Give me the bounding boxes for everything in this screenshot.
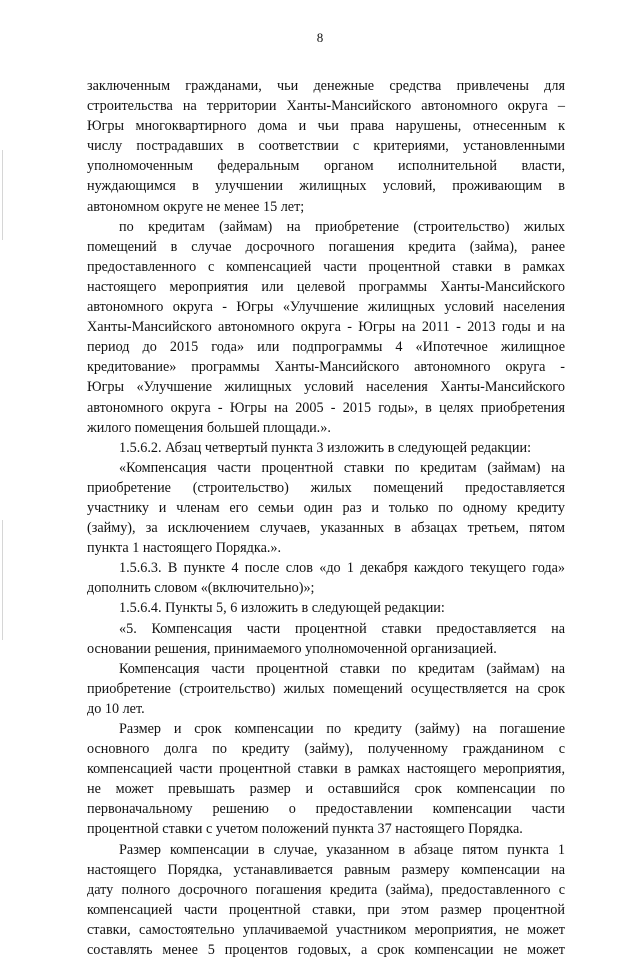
text-line: дополнить словом «(включительно)»; [87, 580, 315, 597]
text-line: дату полного досрочного погашения кредита (займа), предоставленного с [87, 881, 565, 898]
text-line: приобретение (строительство) жилых помещений предоставляется [87, 479, 565, 496]
text-line: автономном округе не менее 15 лет; [87, 198, 305, 215]
text-line: первоначальному решению о предоставлении компенсации части [87, 801, 565, 818]
text-line: ставки, самостоятельно уплачиваемой участником мероприятия, не может [87, 921, 565, 938]
scan-edge-mark [2, 150, 3, 240]
text-line: приобретение (строительство) жилых помещений осуществляется на срок [87, 680, 565, 697]
text-line: настоящего мероприятия или целевой программы Ханты-Мансийского [87, 278, 565, 295]
page-number: 8 [316, 30, 324, 45]
text-line: настоящего Порядка, устанавливается равным размеру компенсации на [87, 861, 565, 878]
text-line: уполномоченным федеральным органом исполнительной власти, [87, 158, 565, 175]
text-line: помещений в случае досрочного погашения кредита (займа), ранее [87, 238, 565, 255]
text-line: не может превышать размер и оставшийся срок компенсации по [87, 781, 565, 798]
document-body [87, 76, 565, 960]
text-line: «Компенсация части процентной ставки по кредитам (займам) на [119, 459, 565, 476]
text-line: заключенным гражданами, чьи денежные средства привлечены для [87, 78, 565, 94]
text-line: строительства на территории Ханты-Мансийского автономного округа – [87, 98, 565, 115]
text-line: 1.5.6.4. Пункты 5, 6 изложить в следующей редакции: [119, 600, 445, 617]
text-line: автономного округа - Югры «Улучшение жилищных условий населения [87, 299, 565, 316]
text-line: процентной ставки с учетом положений пункта 37 настоящего Порядка. [87, 821, 523, 838]
text-line: Компенсация части процентной ставки по кредитам (займам) на [119, 660, 565, 677]
text-line: числу пострадавших в соответствии с критериями, установленными [87, 138, 565, 155]
text-line: (займу), за исключением случаев, указанных в абзацах третьем, пятом [87, 520, 565, 537]
text-line: автономного округа - Югры на 2005 - 2015 годы», в целях приобретения [87, 399, 565, 416]
scan-edge-mark [2, 520, 3, 640]
text-line: 1.5.6.2. Абзац четвертый пункта 3 изложить в следующей редакции: [119, 439, 532, 456]
text-line: участнику и членам его семьи один раз и только по одному кредиту [87, 499, 565, 516]
text-line: период до 2015 года» или подпрограммы 4 «Ипотечное жилищное [87, 339, 565, 356]
text-line: компенсацией части процентной ставки в рамках настоящего мероприятия, [87, 761, 565, 778]
text-line: «5. Компенсация части процентной ставки предоставляется на [119, 620, 565, 637]
text-line: Размер компенсации в случае, указанном в абзаце пятом пункта 1 [119, 841, 565, 858]
text-line: компенсацией части процентной ставки, при этом размер процентной [87, 901, 565, 918]
text-line: кредитование» программы Ханты-Мансийского автономного округа - [87, 359, 565, 376]
text-line: составлять менее 5 процентов годовых, а срок компенсации не может [87, 942, 565, 959]
text-line: Югры «Улучшение жилищных условий населения Ханты-Мансийского [87, 379, 565, 396]
text-line: предоставленного с компенсацией части процентной ставки в рамках [87, 258, 565, 275]
text-line: нуждающимся в улучшении жилищных условий, проживающим в [87, 178, 565, 195]
text-line: пункта 1 настоящего Порядка.». [87, 540, 282, 557]
text-line: жилого помещения большей площади.». [87, 419, 331, 436]
text-line: до 10 лет. [87, 700, 145, 717]
text-line: Югры многоквартирного дома и чьи права нарушены, отнесенным к [87, 118, 565, 135]
text-line: Размер и срок компенсации по кредиту (займу) на погашение [119, 721, 565, 737]
text-line: основании решения, принимаемого уполномоченной организацией. [87, 640, 497, 657]
text-line: Ханты-Мансийского автономного округа - Югры на 2011 - 2013 годы и на [87, 319, 565, 336]
text-line: основного долга по кредиту (займу), полученному гражданином с [87, 741, 565, 758]
text-line: 1.5.6.3. В пункте 4 после слов «до 1 декабря каждого текущего года» [119, 560, 565, 577]
text-line: по кредитам (займам) на приобретение (строительство) жилых [119, 218, 565, 235]
